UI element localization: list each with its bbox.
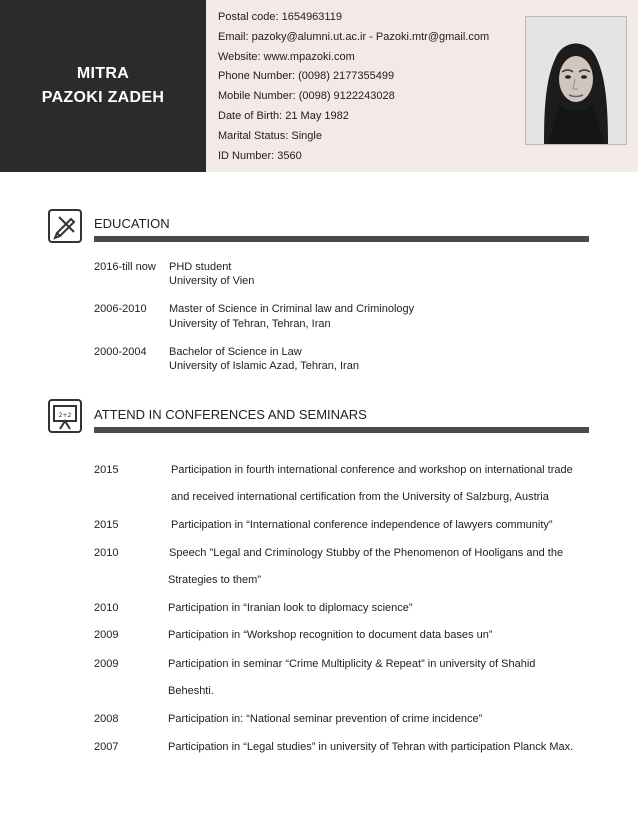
conference-description: Participation in “Legal studies” in university of Tehran with participation Planck Max. — [168, 741, 574, 753]
header — [0, 0, 638, 172]
conference-year: 2015 — [94, 464, 119, 476]
presentation-board-icon — [48, 399, 82, 433]
marital-status: Marital Status: Single — [218, 130, 322, 142]
mobile-number: Mobile Number: (0098) 9122243028 — [218, 90, 395, 102]
conference-year: 2010 — [94, 547, 119, 559]
conference-year: 2009 — [94, 629, 119, 641]
profile-photo — [525, 16, 627, 145]
conference-year: 2015 — [94, 519, 119, 531]
conference-description: Participation in: “National seminar prevention of crime incidence” — [168, 713, 483, 725]
website: Website: www.mpazoki.com — [218, 51, 355, 63]
svg-text:2+2: 2+2 — [58, 412, 72, 419]
portrait-image — [526, 17, 626, 144]
conference-year: 2008 — [94, 713, 119, 725]
conference-description: Participation in “International conference independence of lawyers community” — [171, 519, 553, 531]
email: Email: pazoky@alumni.ut.ac.ir - Pazoki.mtr@gmail.com — [218, 31, 490, 43]
education-title: EDUCATION — [94, 216, 170, 231]
education-divider — [94, 236, 589, 242]
education-years: 2016-till now — [94, 261, 156, 273]
conference-description: Participation in fourth international conference and workshop on international trade — [171, 464, 573, 476]
education-degree: Master of Science in Criminal law and Criminology — [169, 303, 415, 315]
education-years: 2000-2004 — [94, 346, 147, 358]
conferences-divider — [94, 427, 589, 433]
conference-year: 2009 — [94, 658, 119, 670]
conference-year: 2010 — [94, 602, 119, 614]
conference-description: Participation in seminar “Crime Multiplicity & Repeat” in university of Shahid — [168, 658, 536, 670]
conference-description-continued: Beheshti. — [168, 685, 214, 697]
first-name: MITRA — [76, 65, 130, 82]
education-years: 2006-2010 — [94, 303, 147, 315]
phone-number: Phone Number: (0098) 2177355499 — [218, 70, 395, 82]
last-name: PAZOKI ZADEH — [41, 89, 165, 106]
conference-year: 2007 — [94, 741, 119, 753]
education-school: University of Vien — [169, 275, 255, 287]
education-school: University of Tehran, Tehran, Iran — [169, 318, 331, 330]
pencil-ruler-icon — [48, 209, 82, 243]
conference-description: Speech "Legal and Criminology Stubby of the Phenomenon of Hooligans and the — [169, 547, 564, 559]
education-degree: PHD student — [169, 261, 232, 273]
id-number: ID Number: 3560 — [218, 150, 302, 162]
date-of-birth: Date of Birth: 21 May 1982 — [218, 110, 349, 122]
conference-description: Participation in “Iranian look to diplomacy science” — [168, 602, 413, 614]
name-block — [0, 0, 206, 172]
conference-description: Participation in “Workshop recognition to document data bases un” — [168, 629, 493, 641]
education-school: University of Islamic Azad, Tehran, Iran — [169, 360, 359, 372]
education-degree: Bachelor of Science in Law — [169, 346, 302, 358]
conference-description-continued: Strategies to them" — [168, 574, 262, 586]
conferences-title: ATTEND IN CONFERENCES AND SEMINARS — [94, 407, 367, 422]
conference-description-continued: and received international certification from the University of Salzburg, Austria — [171, 491, 549, 503]
postal-code: Postal code: 1654963119 — [218, 11, 342, 23]
